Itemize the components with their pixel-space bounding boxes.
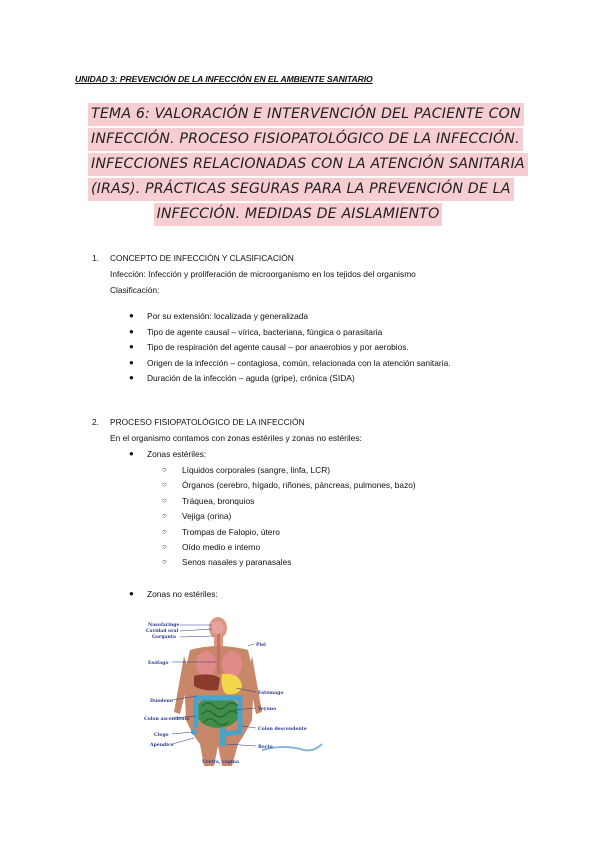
infection-definition: Infección: Infección y proliferación de microorganismo en los tejidos del organismo xyxy=(110,269,416,279)
classification-label: Clasificación: xyxy=(110,285,160,295)
list-item: ○ Senos nasales y paranasales xyxy=(162,557,292,568)
bullet-icon: ● xyxy=(129,449,134,458)
figure-label: Yeyuno xyxy=(258,707,277,712)
figure-label: Ciego xyxy=(154,733,169,738)
figure-label: Cavidad oral xyxy=(146,629,179,634)
list-item: ● Zonas estériles: xyxy=(129,449,207,459)
right-lung-shape xyxy=(222,651,242,677)
section-number: 2. xyxy=(92,417,99,427)
figure-label: Apéndice xyxy=(150,743,174,748)
circle-bullet-icon: ○ xyxy=(162,465,167,474)
list-item: ○ Vejiga (orina) xyxy=(162,511,232,522)
circle-bullet-icon: ○ xyxy=(162,557,167,567)
topic-title xyxy=(88,103,525,228)
title-line: INFECCIÓN. PROCESO FISIOPATOLÓGICO DE LA INFECCIÓN. xyxy=(88,128,523,151)
figure-label: Piel xyxy=(256,643,266,648)
figure-label: Duodeno xyxy=(150,699,173,704)
zones-intro: En el organismo contamos con zonas estériles y zonas no estériles: xyxy=(110,433,362,443)
list-item: ● Zonas no estériles: xyxy=(129,589,218,599)
list-item: ○ Órganos (cerebro, hígado, riñones, páncreas, pulmones, bazo) xyxy=(162,480,416,491)
section-number: 1. xyxy=(92,253,99,263)
section-title: PROCESO FISIOPATOLÓGICO DE LA INFECCIÓN xyxy=(110,417,305,427)
figure-label: Esófago xyxy=(148,661,169,666)
title-line: INFECCIONES RELACIONADAS CON LA ATENCIÓN SANITARIA xyxy=(88,153,528,176)
section-title: CONCEPTO DE INFECCIÓN Y CLASIFICACIÓN xyxy=(110,253,294,263)
anatomy-figure xyxy=(144,616,326,770)
left-lung-shape xyxy=(196,651,216,677)
small-intestine-shape xyxy=(196,696,240,728)
circle-bullet-icon: ○ xyxy=(162,541,167,551)
rectum-shape xyxy=(220,728,226,746)
figure-label: Colon descendente xyxy=(258,727,307,732)
bullet-icon: ● xyxy=(129,311,134,320)
title-line: INFECCIÓN. MEDIDAS DE AISLAMIENTO xyxy=(154,203,443,226)
list-item: ○ Líquidos corporales (sangre, linfa, LCR) xyxy=(162,465,331,475)
non-sterile-zones-heading xyxy=(129,588,218,604)
circle-bullet-icon: ○ xyxy=(162,495,167,505)
bullet-icon: ● xyxy=(129,357,134,367)
list-item: ○ Tráquea, bronquios xyxy=(162,495,255,506)
circle-bullet-icon: ○ xyxy=(162,480,167,490)
figure-label: Uretra, vagina xyxy=(202,760,239,765)
bullet-icon: ● xyxy=(129,342,134,351)
list-item: ● Por su extensión: localizada y generalizada xyxy=(129,311,309,321)
list-item: ○ Oído medio e interno xyxy=(162,541,261,552)
bullet-icon: ● xyxy=(129,373,134,382)
circle-bullet-icon: ○ xyxy=(162,526,167,536)
esophagus-shape xyxy=(217,634,220,674)
classification-list xyxy=(129,310,451,388)
list-item: ● Tipo de respiración del agente causal – por anaerobios y por aerobios. xyxy=(129,342,409,352)
bullet-icon: ● xyxy=(129,326,134,336)
figure-label: Nasofaringe xyxy=(148,623,180,628)
list-item: ● Duración de la infección – aguda (gripe), crónica (SIDA) xyxy=(129,373,355,383)
title-line: TEMA 6: VALORACIÓN E INTERVENCIÓN DEL PACIENTE CON xyxy=(88,103,524,126)
list-item: ● Tipo de agente causal – vírica, bacteriana, fúngica o parasitaria xyxy=(129,326,383,337)
circle-bullet-icon: ○ xyxy=(162,511,167,521)
list-item: ○ Trompas de Falopio, útero xyxy=(162,526,280,537)
unit-header: UNIDAD 3: PREVENCIÓN DE LA INFECCIÓN EN EL AMBIENTE SANITARIO xyxy=(75,74,373,84)
list-item: ● Origen de la infección – contagiosa, común, relacionada con la atención sanitaria. xyxy=(129,357,451,368)
bullet-icon: ● xyxy=(129,589,134,598)
sterile-zones-list xyxy=(162,464,416,572)
title-line: (IRAS). PRÁCTICAS SEGURAS PARA LA PREVENCIÓN DE LA xyxy=(88,178,514,201)
sterile-zones-heading xyxy=(129,448,207,464)
figure-label: Recto xyxy=(258,745,273,750)
figure-label: Estómago xyxy=(258,691,284,696)
figure-label: Garganta xyxy=(152,635,176,640)
figure-label: Colon ascendente xyxy=(144,717,190,722)
